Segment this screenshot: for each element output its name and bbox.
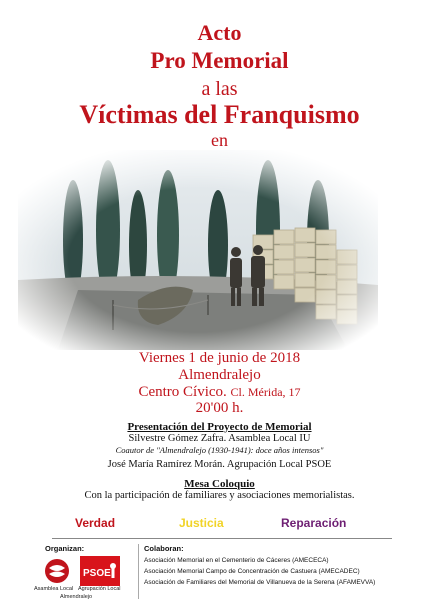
value-reparacion: Reparación (281, 516, 347, 530)
programme-heading-presentation: Presentación del Proyecto de Memorial (127, 421, 312, 433)
programme-colloquium-text: Con la participación de familiares y asociaciones memorialistas. (84, 490, 355, 501)
programme-heading-colloquium: Mesa Coloquio (184, 478, 255, 490)
page-title-line2: Pro Memorial (150, 48, 289, 73)
svg-text:PSOE: PSOE (83, 568, 111, 579)
programme-speaker-1: Silvestre Gómez Zafra. Asamblea Local IU (128, 433, 311, 444)
event-time: 20'00 h. (195, 400, 244, 416)
page-title-line1: Acto (197, 20, 242, 45)
collaborator-item: Asociación de Familiares del Memorial de Villanueva de la Serena (AFAMEVVA) (144, 579, 376, 586)
organizers-place: Almendralejo (60, 594, 93, 600)
collaborator-item: Asociación Memorial en el Cementerio de Cáceres (AMECECA) (144, 557, 329, 564)
values-row (0, 516, 439, 534)
programme-coauthor: Coautor de "Almendralejo (1930-1941): doce años intensos" (115, 445, 324, 455)
collaborator-item: Asociación Memorial Campo de Concentración de Castuera (AMECADEC) (144, 568, 360, 575)
event-date: Viernes 1 de junio de 2018 (138, 350, 301, 366)
value-verdad: Verdad (75, 516, 116, 530)
page-title-line5: en (211, 130, 228, 150)
iu-logo-icon (38, 556, 76, 586)
event-venue-line (0, 384, 439, 401)
collaborators-list (144, 555, 375, 588)
footer-divider (52, 538, 392, 539)
programme-speaker-2: José María Ramírez Morán. Agrupación Local PSOE (107, 459, 332, 470)
page-title-line4: Víctimas del Franquismo (79, 100, 360, 129)
footer-separator (138, 544, 139, 599)
organizers-label: Organizan: (45, 544, 85, 553)
event-address: Cl. Mérida, 17 (230, 385, 301, 399)
event-venue: Centro Cívico. (138, 384, 227, 400)
logo1-caption: Asamblea Local (34, 586, 74, 592)
collaborators-label: Colaboran: (144, 544, 184, 553)
psoe-logo-icon (80, 556, 120, 586)
page-title-line3: a las (201, 78, 238, 100)
event-city: Almendralejo (178, 367, 261, 383)
logo2-caption: Agrupación Local (78, 586, 121, 592)
memorial-photo (18, 150, 378, 350)
value-justicia: Justicia (179, 516, 224, 530)
